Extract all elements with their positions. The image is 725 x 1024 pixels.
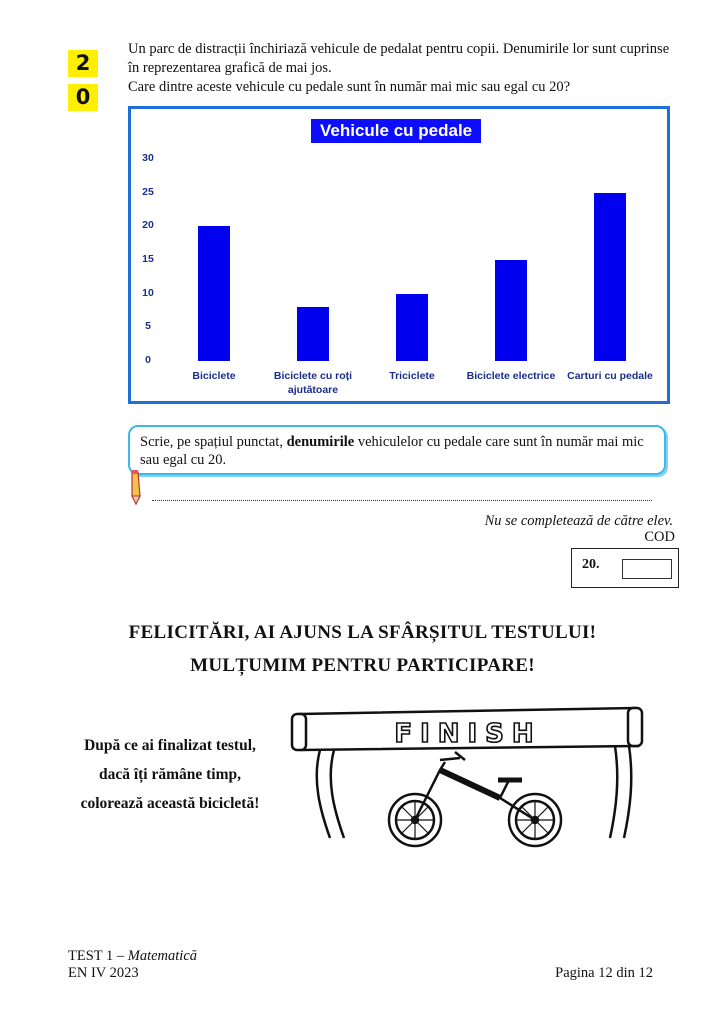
x-category-label	[263, 369, 363, 397]
finish-sign-text: FINISH	[394, 719, 542, 749]
x-category-label-line: Triciclete	[389, 370, 435, 382]
chart-title: Vehicule cu pedale	[311, 119, 481, 143]
finish-bicycle-drawing	[290, 700, 650, 870]
coloring-line-3: colorează această bicicletă!	[80, 795, 260, 812]
bar	[297, 307, 329, 361]
congrats-line-1: FELICITĂRI, AI AJUNS LA SFÂRȘITUL TESTULUI!	[128, 622, 597, 643]
y-tick-label: 25	[142, 185, 154, 198]
question-number-digit-1: 2	[68, 50, 98, 77]
x-category-label-line: Biciclete electrice	[466, 370, 556, 382]
instruction-bold: denumirile	[286, 434, 355, 450]
footer-test-label: TEST 1 –	[68, 948, 128, 964]
y-tick-label: 10	[142, 286, 154, 299]
congrats-line-2: MULȚUMIM PENTRU PARTICIPARE!	[190, 655, 535, 676]
item-number: 20.	[582, 557, 600, 572]
x-category-label	[560, 369, 660, 383]
pencil-icon	[128, 470, 148, 506]
y-tick-label: 5	[145, 320, 151, 333]
x-category-label	[362, 369, 462, 383]
question-text	[128, 40, 688, 97]
score-box	[571, 548, 679, 588]
footer-subject: Matematică	[127, 948, 198, 964]
not-filled-note: Nu se completează de către elev.	[484, 513, 673, 529]
coloring-note	[60, 731, 280, 818]
coloring-line-2: dacă îți rămâne timp,	[98, 766, 242, 783]
x-category-label-line: Biciclete	[192, 370, 236, 382]
question-line-2: în reprezentarea grafică de mai jos.	[128, 60, 332, 76]
score-field[interactable]	[622, 559, 672, 579]
y-tick-label: 30	[142, 152, 154, 164]
question-line-1: Un parc de distracții închiriază vehicule de pedalat pentru copii. Denumirile lor sunt cuprinse	[128, 41, 670, 57]
answer-line[interactable]	[152, 488, 652, 501]
bar	[495, 260, 527, 361]
x-category-label-line: Biciclete cu roți	[273, 370, 353, 382]
cod-label: COD	[644, 529, 675, 545]
bar-chart	[128, 106, 670, 404]
x-category-label	[461, 369, 561, 383]
footer-test	[68, 948, 197, 965]
y-tick-label: 15	[142, 253, 154, 265]
x-category-label-line: Carturi cu pedale	[567, 370, 653, 382]
x-category-label	[164, 369, 264, 383]
instruction-box	[128, 425, 666, 475]
y-tick-label: 0	[145, 354, 151, 366]
question-number-digit-2: 0	[68, 84, 98, 111]
x-category-label-line: ajutătoare	[287, 384, 339, 396]
question-line-3: Care dintre aceste vehicule cu pedale sunt în număr mai mic sau egal cu 20?	[128, 79, 571, 95]
instruction-suffix: vehiculelor cu pedale care sunt în număr mai mic sau egal cu 20.	[140, 434, 644, 468]
y-tick-label: 20	[142, 219, 154, 232]
footer-page: Pagina 12 din 12	[555, 965, 653, 981]
coloring-line-1: După ce ai finalizat testul,	[84, 737, 256, 754]
bar	[198, 226, 230, 361]
footer-exam: EN IV 2023	[68, 965, 139, 981]
bar	[396, 294, 428, 361]
instruction-prefix: Scrie, pe spațiul punctat,	[140, 434, 287, 450]
bar	[594, 193, 626, 361]
